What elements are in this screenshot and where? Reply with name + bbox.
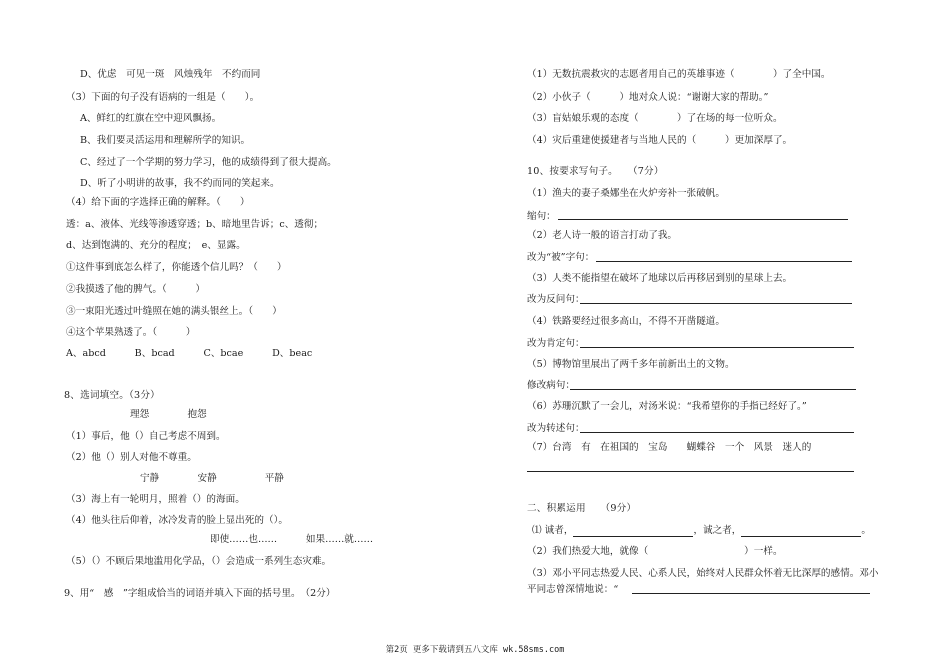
q10-label-affirmative: 改为肯定句： xyxy=(527,338,585,349)
answer-line-4[interactable] xyxy=(580,347,854,348)
sentence-1: ①这件事到底怎么样了，你能透个信儿吗？（ ） xyxy=(66,262,287,273)
fill-blank-1: （1）事后，他（）自己考虑不周到。 xyxy=(66,431,226,442)
q9-sentence-3: （3）盲姑娘乐观的态度（ ）了在场的每一位听众。 xyxy=(527,113,783,124)
option-d-line: D、优虑 可见一斑 风烛残年 不约而同 xyxy=(80,69,261,80)
q10-label-rhetorical: 改为反问句： xyxy=(527,294,585,305)
fill-blank-2: （2）他（）别人对他不尊重。 xyxy=(66,452,197,463)
question-3-title: （3）下面的句子没有语病的一组是（ ）。 xyxy=(66,92,260,103)
option-b-line: B、我们要灵活运用和理解所学的知识。 xyxy=(80,135,251,146)
question-10-title: 10、按要求写句子。 （7分） xyxy=(527,166,664,177)
question-9-title: 9、用“ 感 ”字组成恰当的词语并填入下面的括号里。 （2分） xyxy=(64,588,336,599)
fill-blank-3: （3）海上有一轮明月，照着（）的海面。 xyxy=(66,494,245,505)
blank-1[interactable] xyxy=(573,526,693,537)
q10-label-shorten: 缩句： xyxy=(527,211,556,222)
answer-line-2[interactable] xyxy=(596,261,852,262)
answer-line-1[interactable] xyxy=(558,219,848,220)
sentence-3: ③一束阳光透过叶缝照在她的满头银丝上。（ ） xyxy=(66,306,282,317)
accumulation-item-3: （3）邓小平同志热爱人民、心系人民，始终对人民群众怀着无比深厚的感情。邓小 xyxy=(527,568,879,579)
q10-item-1: （1）渔夫的妻子桑娜坐在火炉旁补一张破帆。 xyxy=(527,188,725,199)
option-a-line: A、鲜红的红旗在空中迎风飘扬。 xyxy=(80,113,222,124)
question-4-title: （4）给下面的字选择正确的解释。（ ） xyxy=(66,197,250,208)
answer-line-7[interactable] xyxy=(527,471,854,472)
definition-line-1: 透：a、液体、光线等渗透穿透；b、暗地里告诉；c、透彻； xyxy=(66,219,324,230)
q10-item-4: （4）铁路要经过很多高山，不得不开凿隧道。 xyxy=(527,316,725,327)
definition-line-2: d、达到饱满的、充分的程度； e、显露。 xyxy=(66,240,246,251)
fill-blank-4: （4）他头往后仰着，冰冷发青的脸上显出死的（）。 xyxy=(66,515,288,526)
answer-line-6[interactable] xyxy=(580,432,854,433)
item-1-part-a: ⑴ 诚者， xyxy=(532,525,574,536)
answer-choices: A、abcd B、bcad C、bcae D、beac xyxy=(66,348,313,359)
q10-label-fix: 修改病句： xyxy=(527,380,575,391)
q10-item-5: （5）博物馆里展出了两千多年前新出土的文物。 xyxy=(527,359,735,370)
q10-item-3: （3）人类不能指望在破坏了地球以后再移居到别的星球上去。 xyxy=(527,273,793,284)
answer-line-5[interactable] xyxy=(570,389,856,390)
q9-sentence-2: （2）小伙子（ ）地对众人说：“谢谢大家的帮助。” xyxy=(527,92,769,103)
option-d2-line: D、听了小明讲的故事，我不约而同的笑起来。 xyxy=(80,178,280,189)
q10-item-6: （6）苏珊沉默了一会儿，对汤米说：“我希望你的手指已经好了。” xyxy=(527,401,807,412)
question-8-title: 8、选词填空。（3分） xyxy=(64,390,160,401)
sentence-2: ②我摸透了他的脾气。（ ） xyxy=(66,284,206,295)
word-choice-group-3: 即使……也…… 如果……就…… xyxy=(210,534,374,545)
word-choice-group-1: 理怨 抱怨 xyxy=(130,409,207,420)
q10-item-7: （7）台湾 有 在祖国的 宝岛 蝴蝶谷 一个 风景 迷人的 xyxy=(527,442,812,453)
section-2-title: 二、积累运用 （9分） xyxy=(527,503,637,514)
page-footer: 第2页 更多下载请到五八文库 wk.58sms.com xyxy=(385,645,565,655)
blank-2[interactable] xyxy=(741,526,861,537)
answer-line-3[interactable] xyxy=(580,303,852,304)
fill-blank-5: （5）（）不顾后果地滥用化学品，（）会造成一系列生态灾难。 xyxy=(66,556,332,567)
accumulation-item-2: （2）我们热爱大地，就像（ ）一样。 xyxy=(527,546,783,557)
accumulation-item-1 xyxy=(532,525,871,537)
sentence-4: ④这个苹果熟透了。（ ） xyxy=(66,327,196,338)
item-1-part-b: ，诚之者， xyxy=(693,525,742,536)
q9-sentence-4: （4）灾后重建使援建者与当地人民的（ ）更加深厚了。 xyxy=(527,135,793,146)
q10-label-bei: 改为“被”字句： xyxy=(527,252,595,263)
word-choice-group-2: 宁静 安静 平静 xyxy=(140,473,284,484)
q10-item-2: （2）老人诗一般的语言打动了我。 xyxy=(527,230,678,241)
answer-line-quote[interactable] xyxy=(632,593,870,594)
q9-sentence-1: （1）无数抗震救灾的志愿者用自己的英雄事迹（ ）了全中国。 xyxy=(527,69,831,80)
item-1-part-c: 。 xyxy=(861,525,871,536)
option-c-line: C、经过了一个学期的努力学习，他的成绩得到了很大提高。 xyxy=(80,157,337,168)
accumulation-item-3-cont: 平同志曾深情地说：“ xyxy=(527,584,619,595)
q10-label-indirect: 改为转述句： xyxy=(527,423,585,434)
